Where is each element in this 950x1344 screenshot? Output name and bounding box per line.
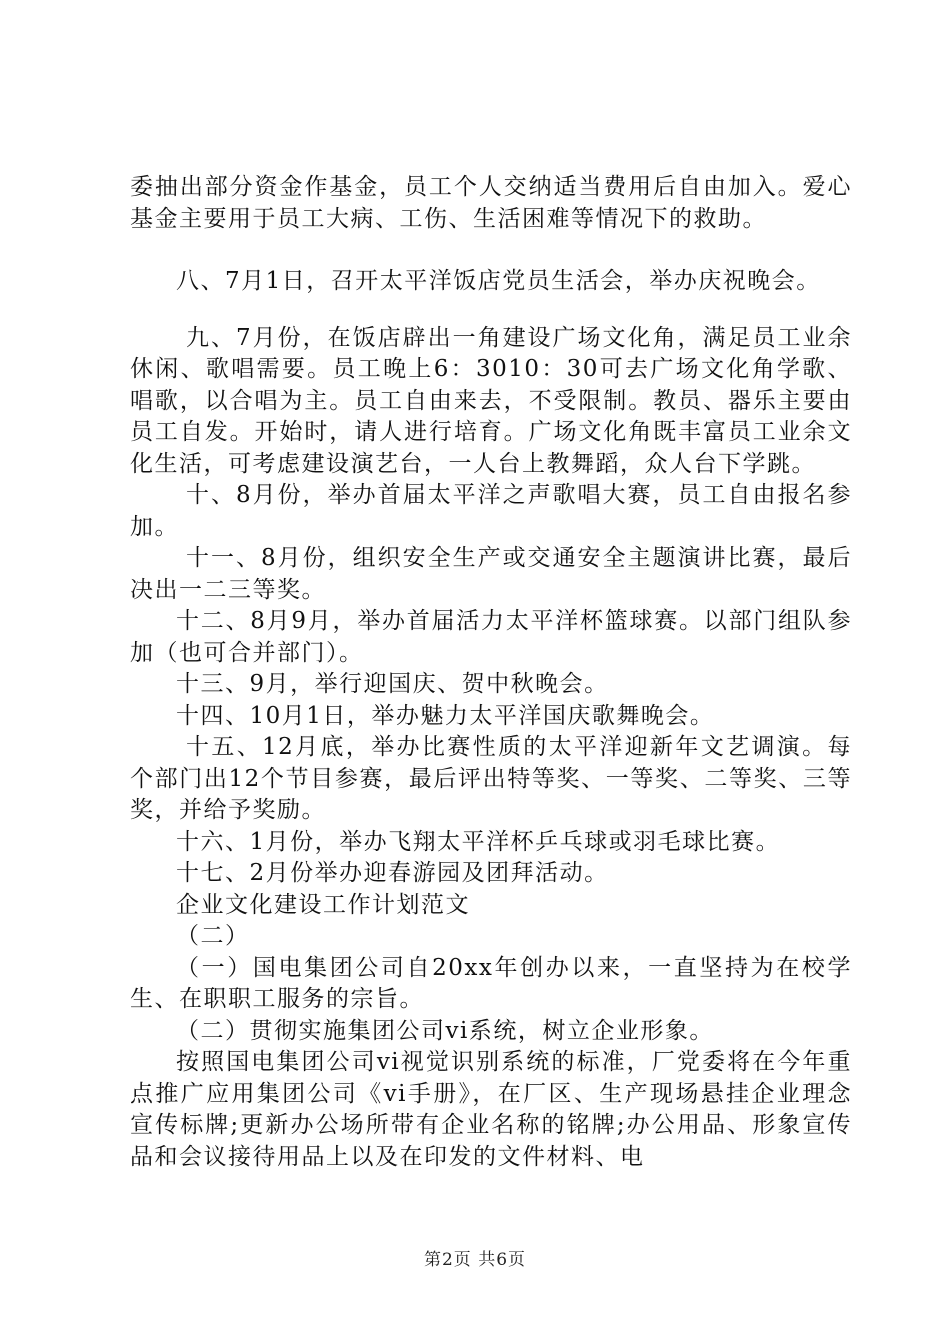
paragraph-subitem-1: （一）国电集团公司自20xx年创办以来，一直坚持为在校学生、在职职工服务的宗旨。 [130,954,852,1012]
paragraph-item-16: 十六、1月份，举办飞翔太平洋杯乒乓球或羽毛球比赛。 [176,828,781,855]
document-body [130,172,852,1173]
section-title: 企业文化建设工作计划范文 [176,891,470,918]
paragraph-item-12: 十二、8月9月，举办首届活力太平洋杯篮球赛。以部门组队参加（也可合并部门）。 [130,608,852,666]
section-number: （二） [176,923,250,949]
paragraph-subitem-2: （二）贯彻实施集团公司vi系统，树立企业形象。 [176,1017,714,1044]
paragraph-item-15: 十五、12月底，举办比赛性质的太平洋迎新年文艺调演。每个部门出12个节目参赛，最后评出特等奖、一等奖、二等奖、三等奖，并给予奖励。 [130,734,852,823]
paragraph-vi-system: 按照国电集团公司vi视觉识别系统的标准，厂党委将在今年重点推广应用集团公司《vi手册》，在厂区、生产现场悬挂企业理念宣传标牌;更新办公场所带有企业名称的铭牌;办公用品、形象宣传品和会议接待用品上以及在印发的文件材料、电 [130,1049,852,1170]
paragraph-item-17: 十七、2月份举办迎春游园及团拜活动。 [176,860,609,886]
paragraph-item-9: 九、7月份，在饭店辟出一角建设广场文化角，满足员工业余休闲、歌唱需要。员工晚上6：3010：30可去广场文化角学歌、唱歌，以合唱为主。员工自由来去，不受限制。教员、器乐主要由员工自发。开始时，请人进行培育。广场文化角既丰富员工业余文化生活，可考虑建设演艺台，一人台上教舞蹈，众人台下学跳。 [130,324,852,477]
paragraph-fund-continuation: 委抽出部分资金作基金，员工个人交纳适当费用后自由加入。爱心基金主要用于员工大病、工伤、生活困难等情况下的救助。 [130,174,852,232]
paragraph-item-11: 十一、8月份，组织安全生产或交通安全主题演讲比赛，最后决出一二三等奖。 [130,545,852,603]
paragraph-item-14: 十四、10月1日，举办魅力太平洋国庆歌舞晚会。 [176,702,715,729]
page-number-footer: 第2页 共6页 [423,1250,527,1270]
paragraph-item-13: 十三、9月，举行迎国庆、贺中秋晚会。 [176,671,609,697]
paragraph-item-10: 十、8月份，举办首届太平洋之声歌唱大赛，员工自由报名参加。 [130,482,852,540]
paragraph-item-8: 八、7月1日，召开太平洋饭店党员生活会，举办庆祝晚会。 [176,268,821,294]
